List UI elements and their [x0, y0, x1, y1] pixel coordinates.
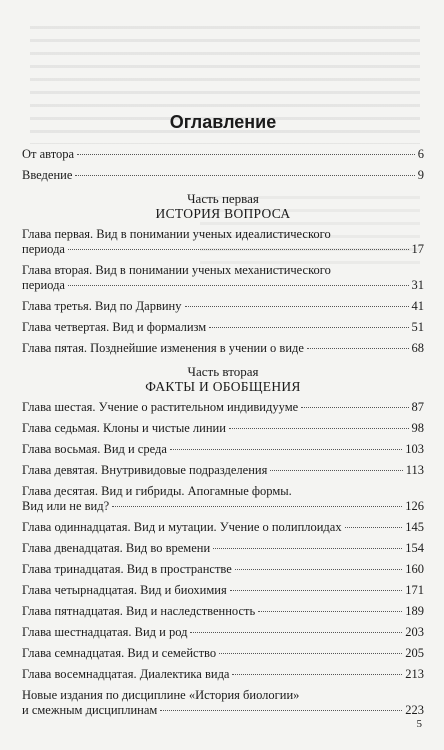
toc-entry: [22, 520, 424, 535]
toc-entry-title: Вид или не вид?: [22, 499, 110, 513]
leader-dots: [170, 449, 402, 450]
toc-entry-title: Глава четырнадцатая. Вид и биохимия: [22, 583, 227, 597]
toc-entry: [22, 646, 424, 661]
part-label: Часть вторая: [187, 364, 259, 379]
leader-dots: [258, 611, 402, 612]
toc-entry-title: Глава девятая. Внутривидовые подразделения: [22, 463, 268, 477]
leader-dots: [230, 590, 403, 591]
toc-entry-page: 113: [405, 463, 424, 477]
leader-dots: [75, 175, 414, 176]
toc-entry-line: Глава десятая. Вид и гибриды. Апогамные формы.: [22, 484, 292, 498]
toc-entry-title: периода: [22, 278, 65, 292]
toc-entry: [22, 667, 424, 682]
toc-entry: [22, 463, 424, 478]
toc-entry-page: 31: [411, 278, 424, 292]
part-heading-1: [22, 191, 424, 222]
toc-entry-page: 160: [405, 562, 424, 576]
page-number: 5: [416, 718, 422, 730]
leader-dots: [270, 470, 402, 471]
toc-entry-page: 189: [405, 604, 424, 618]
toc-entry-page: 154: [405, 541, 424, 555]
toc-entry-page: 6: [417, 147, 424, 161]
toc-entry-page: 203: [405, 625, 424, 639]
leader-dots: [112, 506, 402, 507]
toc-entry: [22, 562, 424, 577]
toc-entry-title: Глава тринадцатая. Вид в пространстве: [22, 562, 232, 576]
toc-entry-line: Глава вторая. Вид в понимании ученых механистического: [22, 263, 331, 277]
toc-entry-title: Глава шестая. Учение о растительном индивидууме: [22, 400, 299, 414]
toc-entry: [22, 625, 424, 640]
toc-entry-title: и смежным дисциплинам: [22, 703, 158, 717]
toc-entry-title: От автора: [22, 147, 75, 161]
part-2-chapters: [22, 400, 424, 718]
toc-entry-title: Глава седьмая. Клоны и чистые линии: [22, 421, 226, 435]
leader-dots: [190, 632, 402, 633]
toc-entry-new-editions: [22, 688, 424, 718]
toc-entry-title: Глава двенадцатая. Вид во времени: [22, 541, 211, 555]
toc-entry-page: 126: [405, 499, 424, 513]
leader-dots: [301, 407, 408, 408]
toc-entry: [22, 541, 424, 556]
toc-entry-page: 41: [411, 299, 424, 313]
toc-entry: [22, 442, 424, 457]
toc-entry: [22, 320, 424, 335]
toc-entry-page: 213: [405, 667, 424, 681]
part-title: ИСТОРИЯ ВОПРОСА: [155, 206, 291, 221]
part-1-chapters: [22, 227, 424, 356]
toc-entry-page: 103: [405, 442, 424, 456]
toc-entry: [22, 421, 424, 436]
toc-entry-title: Глава пятнадцатая. Вид и наследственность: [22, 604, 256, 618]
leader-dots: [229, 428, 409, 429]
toc-entry-title: периода: [22, 242, 65, 256]
leader-dots: [232, 674, 402, 675]
intro-section: [22, 147, 424, 183]
leader-dots: [209, 327, 408, 328]
leader-dots: [345, 527, 403, 528]
toc-entry-title: Глава третья. Вид по Дарвину: [22, 299, 182, 313]
table-of-contents: [22, 112, 424, 724]
toc-entry: [22, 484, 424, 514]
toc-entry: [22, 341, 424, 356]
toc-entry-page: 145: [405, 520, 424, 534]
part-heading-2: [22, 364, 424, 395]
leader-dots: [68, 249, 409, 250]
leader-dots: [185, 306, 409, 307]
toc-entry-page: 98: [411, 421, 424, 435]
toc-entry: [22, 583, 424, 598]
page-title: Оглавление: [169, 112, 277, 132]
toc-entry-title: Глава четвертая. Вид и формализм: [22, 320, 207, 334]
toc-entry: [22, 299, 424, 314]
toc-entry-page: 9: [417, 168, 424, 182]
leader-dots: [307, 348, 409, 349]
toc-entry-title: Глава семнадцатая. Вид и семейство: [22, 646, 217, 660]
toc-entry-title: Глава пятая. Позднейшие изменения в учении о виде: [22, 341, 304, 355]
toc-entry-page: 51: [411, 320, 424, 334]
leader-dots: [160, 710, 402, 711]
toc-entry-page: 68: [411, 341, 424, 355]
toc-entry-page: 87: [411, 400, 424, 414]
toc-entry: [22, 263, 424, 293]
leader-dots: [213, 548, 402, 549]
toc-entry-title: Глава одиннадцатая. Вид и мутации. Учение о полиплоидах: [22, 520, 342, 534]
toc-entry: [22, 400, 424, 415]
toc-entry-title: Введение: [22, 168, 73, 182]
toc-entry-author: [22, 147, 424, 162]
part-title: ФАКТЫ И ОБОБЩЕНИЯ: [145, 379, 301, 394]
toc-entry: [22, 227, 424, 257]
leader-dots: [235, 569, 402, 570]
toc-entry-page: 17: [411, 242, 424, 256]
leader-dots: [219, 653, 402, 654]
toc-entry-line: Новые издания по дисциплине «История биологии»: [22, 688, 300, 702]
toc-entry-title: Глава шестнадцатая. Вид и род: [22, 625, 188, 639]
toc-entry: [22, 604, 424, 619]
leader-dots: [68, 285, 409, 286]
toc-entry-introduction: [22, 168, 424, 183]
toc-entry-page: 171: [405, 583, 424, 597]
part-label: Часть первая: [187, 191, 259, 206]
toc-entry-title: Глава восьмая. Вид и среда: [22, 442, 167, 456]
toc-entry-page: 223: [405, 703, 424, 717]
toc-entry-title: Глава восемнадцатая. Диалектика вида: [22, 667, 230, 681]
leader-dots: [77, 154, 415, 155]
toc-entry-line: Глава первая. Вид в понимании ученых идеалистического: [22, 227, 331, 241]
toc-entry-page: 205: [405, 646, 424, 660]
